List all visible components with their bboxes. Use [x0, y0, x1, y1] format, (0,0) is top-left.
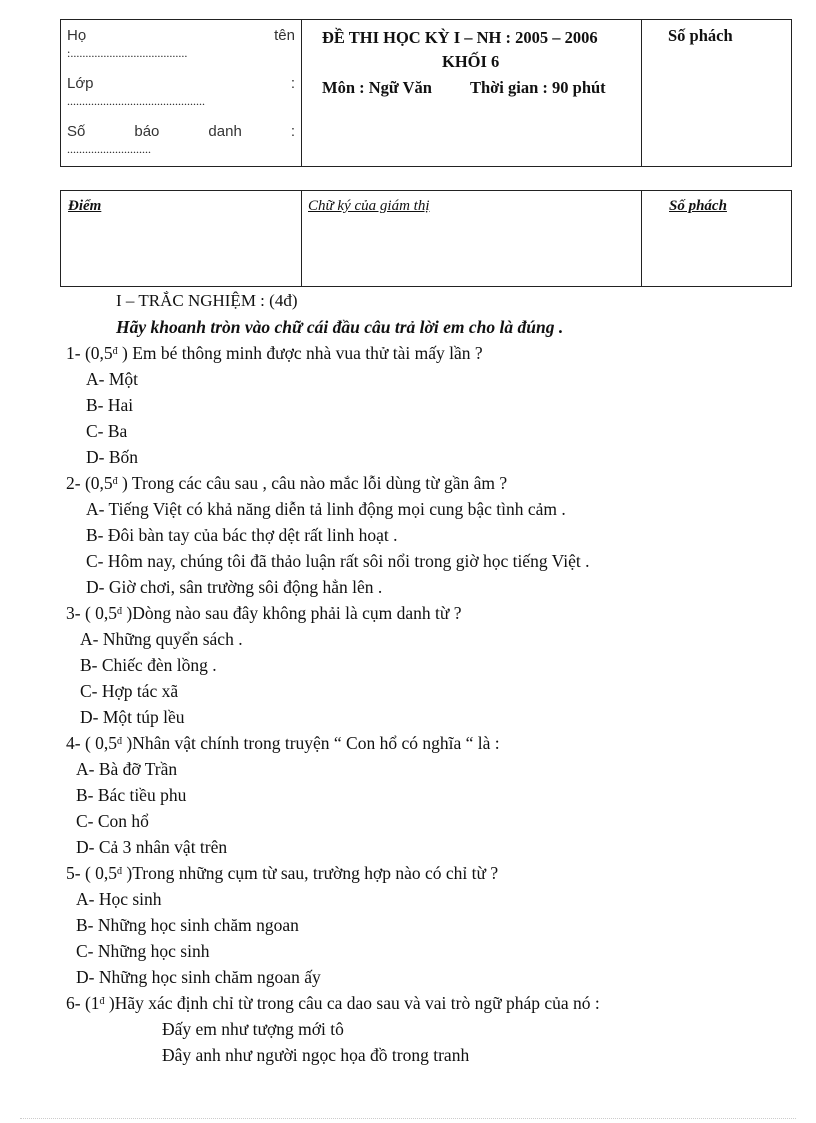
question-1-prefix: 1- (0,5: [66, 343, 113, 363]
section-instruction: Hãy khoanh tròn vào chữ cái đầu câu trả lời em cho là đúng .: [116, 317, 564, 337]
exam-header-table: [60, 19, 792, 167]
name-label-suffix: tên: [274, 27, 295, 44]
id-row: [67, 122, 295, 141]
class-colon: :: [290, 75, 295, 92]
question-4-option-c[interactable]: C- Con hổ: [76, 811, 149, 831]
id-dots: ............................: [67, 142, 151, 156]
question-1-option-a[interactable]: A- Một: [86, 369, 139, 389]
serial-cell: [641, 20, 791, 166]
question-1-unit: đ: [112, 346, 118, 357]
question-2: [66, 472, 507, 494]
scores-table: [60, 190, 792, 287]
question-1-option-c[interactable]: C- Ba: [86, 421, 128, 441]
question-2-option-b[interactable]: B- Đôi bàn tay của bác thợ dệt rất linh hoạt .: [86, 525, 398, 545]
exam-grade: KHỐI 6: [442, 52, 500, 71]
name-dots: :.......................................: [67, 46, 188, 60]
question-2-prefix: 2- (0,5: [66, 473, 113, 493]
question-6-unit: đ: [99, 996, 105, 1007]
question-2-text: ) Trong các câu sau , câu nào mắc lỗi dùng từ gần âm ?: [117, 473, 508, 493]
question-3-option-d[interactable]: D- Một túp lều: [80, 707, 185, 727]
question-5-prefix: 5- ( 0,5: [66, 863, 118, 883]
question-3: [66, 602, 462, 624]
exam-title: ĐỀ THI HỌC KỲ I – NH : 2005 – 2006: [322, 28, 598, 47]
question-1-text: ) Em bé thông minh được nhà vua thử tài mấy lần ?: [117, 343, 483, 363]
question-5-option-d[interactable]: D- Những học sinh chăm ngoan ấy: [76, 967, 321, 987]
question-5-unit: đ: [117, 866, 123, 877]
question-5-option-a[interactable]: A- Học sinh: [76, 889, 162, 909]
score-label: Điểm: [68, 198, 102, 214]
question-5-option-b[interactable]: B- Những học sinh chăm ngoan: [76, 915, 299, 935]
class-dots: ..............................................: [67, 94, 205, 108]
question-3-unit: đ: [117, 606, 123, 617]
question-4-unit: đ: [117, 736, 123, 747]
id-colon: :: [290, 123, 295, 140]
question-3-option-b[interactable]: B- Chiếc đèn lồng .: [80, 655, 217, 675]
signature-label: Chữ ký của giám thị: [308, 198, 430, 214]
score-cell: [61, 191, 301, 286]
question-5-text: )Trong những cụm từ sau, trường hợp nào có chỉ từ ?: [122, 863, 499, 883]
question-4: [66, 732, 500, 754]
question-6-poem-line-1: Đấy em như tượng mới tô: [162, 1019, 344, 1039]
question-5: [66, 862, 498, 884]
question-4-prefix: 4- ( 0,5: [66, 733, 118, 753]
question-2-option-d[interactable]: D- Giờ chơi, sân trường sôi động hẳn lên .: [86, 577, 383, 597]
exam-title-cell: [301, 20, 641, 166]
signature-cell: [301, 191, 641, 286]
serial-label: Số phách: [668, 26, 733, 45]
question-3-option-c[interactable]: C- Hợp tác xã: [80, 681, 179, 701]
question-6-text: )Hãy xác định chỉ từ trong câu ca dao sau và vai trò ngữ pháp của nó :: [104, 993, 600, 1013]
question-6-prefix: 6- (1: [66, 993, 100, 1013]
exam-duration: Thời gian : 90 phút: [469, 78, 606, 97]
id-word-1: Số: [67, 123, 86, 140]
question-5-option-c[interactable]: C- Những học sinh: [76, 941, 210, 961]
score-serial-cell: [641, 191, 791, 286]
question-4-option-d[interactable]: D- Cả 3 nhân vật trên: [76, 837, 228, 857]
question-4-text: )Nhân vật chính trong truyện “ Con hổ có nghĩa “ là :: [122, 733, 500, 753]
question-3-prefix: 3- ( 0,5: [66, 603, 118, 623]
id-word-3: danh: [208, 123, 242, 140]
question-3-text: )Dòng nào sau đây không phải là cụm danh từ ?: [122, 603, 462, 623]
question-1-option-d[interactable]: D- Bốn: [86, 447, 139, 467]
question-6: [66, 992, 600, 1014]
question-3-option-a[interactable]: A- Những quyển sách .: [80, 629, 243, 649]
question-2-option-a[interactable]: A- Tiếng Việt có khả năng diễn tả linh động mọi cung bậc tình cảm .: [86, 499, 566, 519]
question-4-option-b[interactable]: B- Bác tiều phu: [76, 785, 187, 805]
question-2-option-c[interactable]: C- Hôm nay, chúng tôi đã thảo luận rất sôi nổi trong giờ học tiếng Việt .: [86, 551, 590, 571]
question-1: [66, 342, 483, 364]
question-2-unit: đ: [112, 476, 118, 487]
exam-meta: [322, 76, 641, 100]
name-label: Họ: [67, 27, 87, 44]
section-title: I – TRẮC NGHIỆM : (4đ): [116, 291, 298, 310]
name-row: [67, 26, 295, 45]
exam-subject: Môn : Ngữ Văn: [322, 78, 432, 97]
page-bottom-divider: [20, 1118, 796, 1119]
question-4-option-a[interactable]: A- Bà đỡ Trần: [76, 759, 178, 779]
student-info-cell: [61, 20, 301, 166]
score-serial-label: Số phách: [669, 198, 727, 214]
class-label: Lớp: [67, 75, 94, 92]
id-word-2: báo: [134, 123, 160, 140]
question-1-option-b[interactable]: B- Hai: [86, 395, 134, 415]
question-6-poem-line-2: Đây anh như người ngọc họa đồ trong tranh: [162, 1045, 470, 1065]
class-row: [67, 74, 295, 93]
